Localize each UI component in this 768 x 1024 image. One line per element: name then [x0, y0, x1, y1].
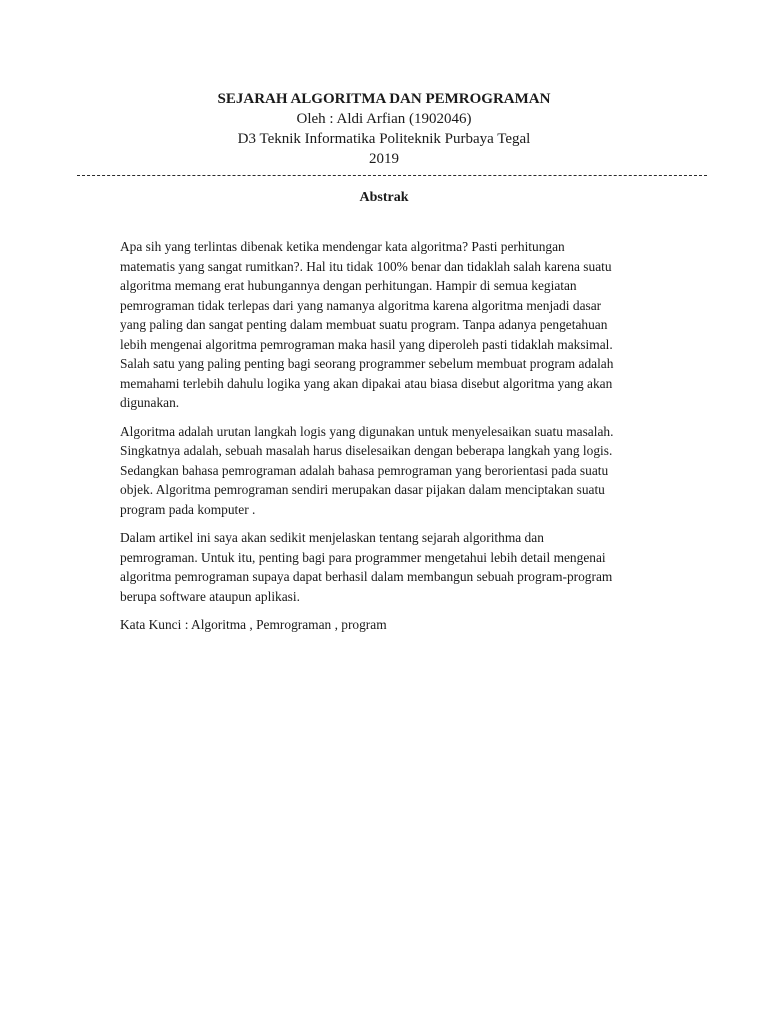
paragraph-line: yang paling dan sangat penting dalam membuat suatu program. Tanpa adanya pengetahuan: [120, 317, 608, 332]
paragraph-line: algoritma memang erat hubungannya dengan perhitungan. Hampir di semua kegiatan: [120, 278, 577, 293]
abstract-heading: Abstrak: [359, 190, 409, 205]
document-header: [0, 89, 768, 169]
institution-line: D3 Teknik Informatika Politeknik Purbaya Tegal: [237, 131, 531, 147]
paragraph-line: objek. Algoritma pemrograman sendiri merupakan dasar pijakan dalam menciptakan suatu: [120, 482, 605, 497]
paragraph-line: Kata Kunci : Algoritma , Pemrograman , program: [120, 617, 387, 632]
paragraph-line: digunakan.: [120, 395, 180, 410]
paragraph-1: [120, 237, 692, 413]
paragraph-line: memahami terlebih dahulu logika yang akan dipakai atau biasa disebut algoritma yang akan: [120, 375, 613, 391]
paragraph-line: lebih mengenai algoritma pemrograman maka hasil yang diperoleh pasti tidaklah maksimal.: [120, 336, 613, 352]
paragraph-line: Dalam artikel ini saya akan sedikit menjelaskan tentang sejarah algorithma dan: [120, 530, 544, 545]
paragraph-line: algoritma pemrograman supaya dapat berhasil dalam membangun sebuah program-program: [120, 569, 613, 584]
paragraph-line: Apa sih yang terlintas dibenak ketika mendengar kata algoritma? Pasti perhitungan: [120, 239, 565, 254]
paragraph-line: pemrograman. Untuk itu, penting bagi para programmer mengetahui lebih detail mengenai: [120, 549, 606, 565]
paragraph-line: Singkatnya adalah, sebuah masalah harus diselesaikan dengan beberapa langkah yang logis.: [120, 443, 613, 458]
document-title: SEJARAH ALGORITMA DAN PEMROGRAMAN: [217, 91, 551, 107]
dashed-divider: [77, 175, 707, 176]
paragraph-line: Algoritma adalah urutan langkah logis yang digunakan untuk menyelesaikan suatu masalah.: [120, 423, 614, 439]
year-line: 2019: [369, 151, 399, 167]
paragraph-2: [120, 422, 692, 520]
keywords-line: [120, 615, 692, 635]
paragraph-line: matematis yang sangat rumitkan?. Hal itu tidak 100% benar dan tidaklah salah karena suatu: [120, 258, 612, 274]
paragraph-line: Salah satu yang paling penting bagi seorang programmer sebelum membuat program adalah: [120, 356, 614, 371]
paragraph-line: berupa software ataupun aplikasi.: [120, 588, 300, 604]
paragraph-line: program pada komputer .: [120, 501, 256, 517]
author-line: Oleh : Aldi Arfian (1902046): [296, 111, 472, 127]
abstract-body: [120, 237, 692, 644]
paragraph-3: [120, 528, 692, 606]
paragraph-line: Sedangkan bahasa pemrograman adalah bahasa pemrograman yang berorientasi pada suatu: [120, 462, 609, 478]
paragraph-line: pemrograman tidak terlepas dari yang namanya algoritma karena algoritma menjadi dasar: [120, 297, 602, 313]
